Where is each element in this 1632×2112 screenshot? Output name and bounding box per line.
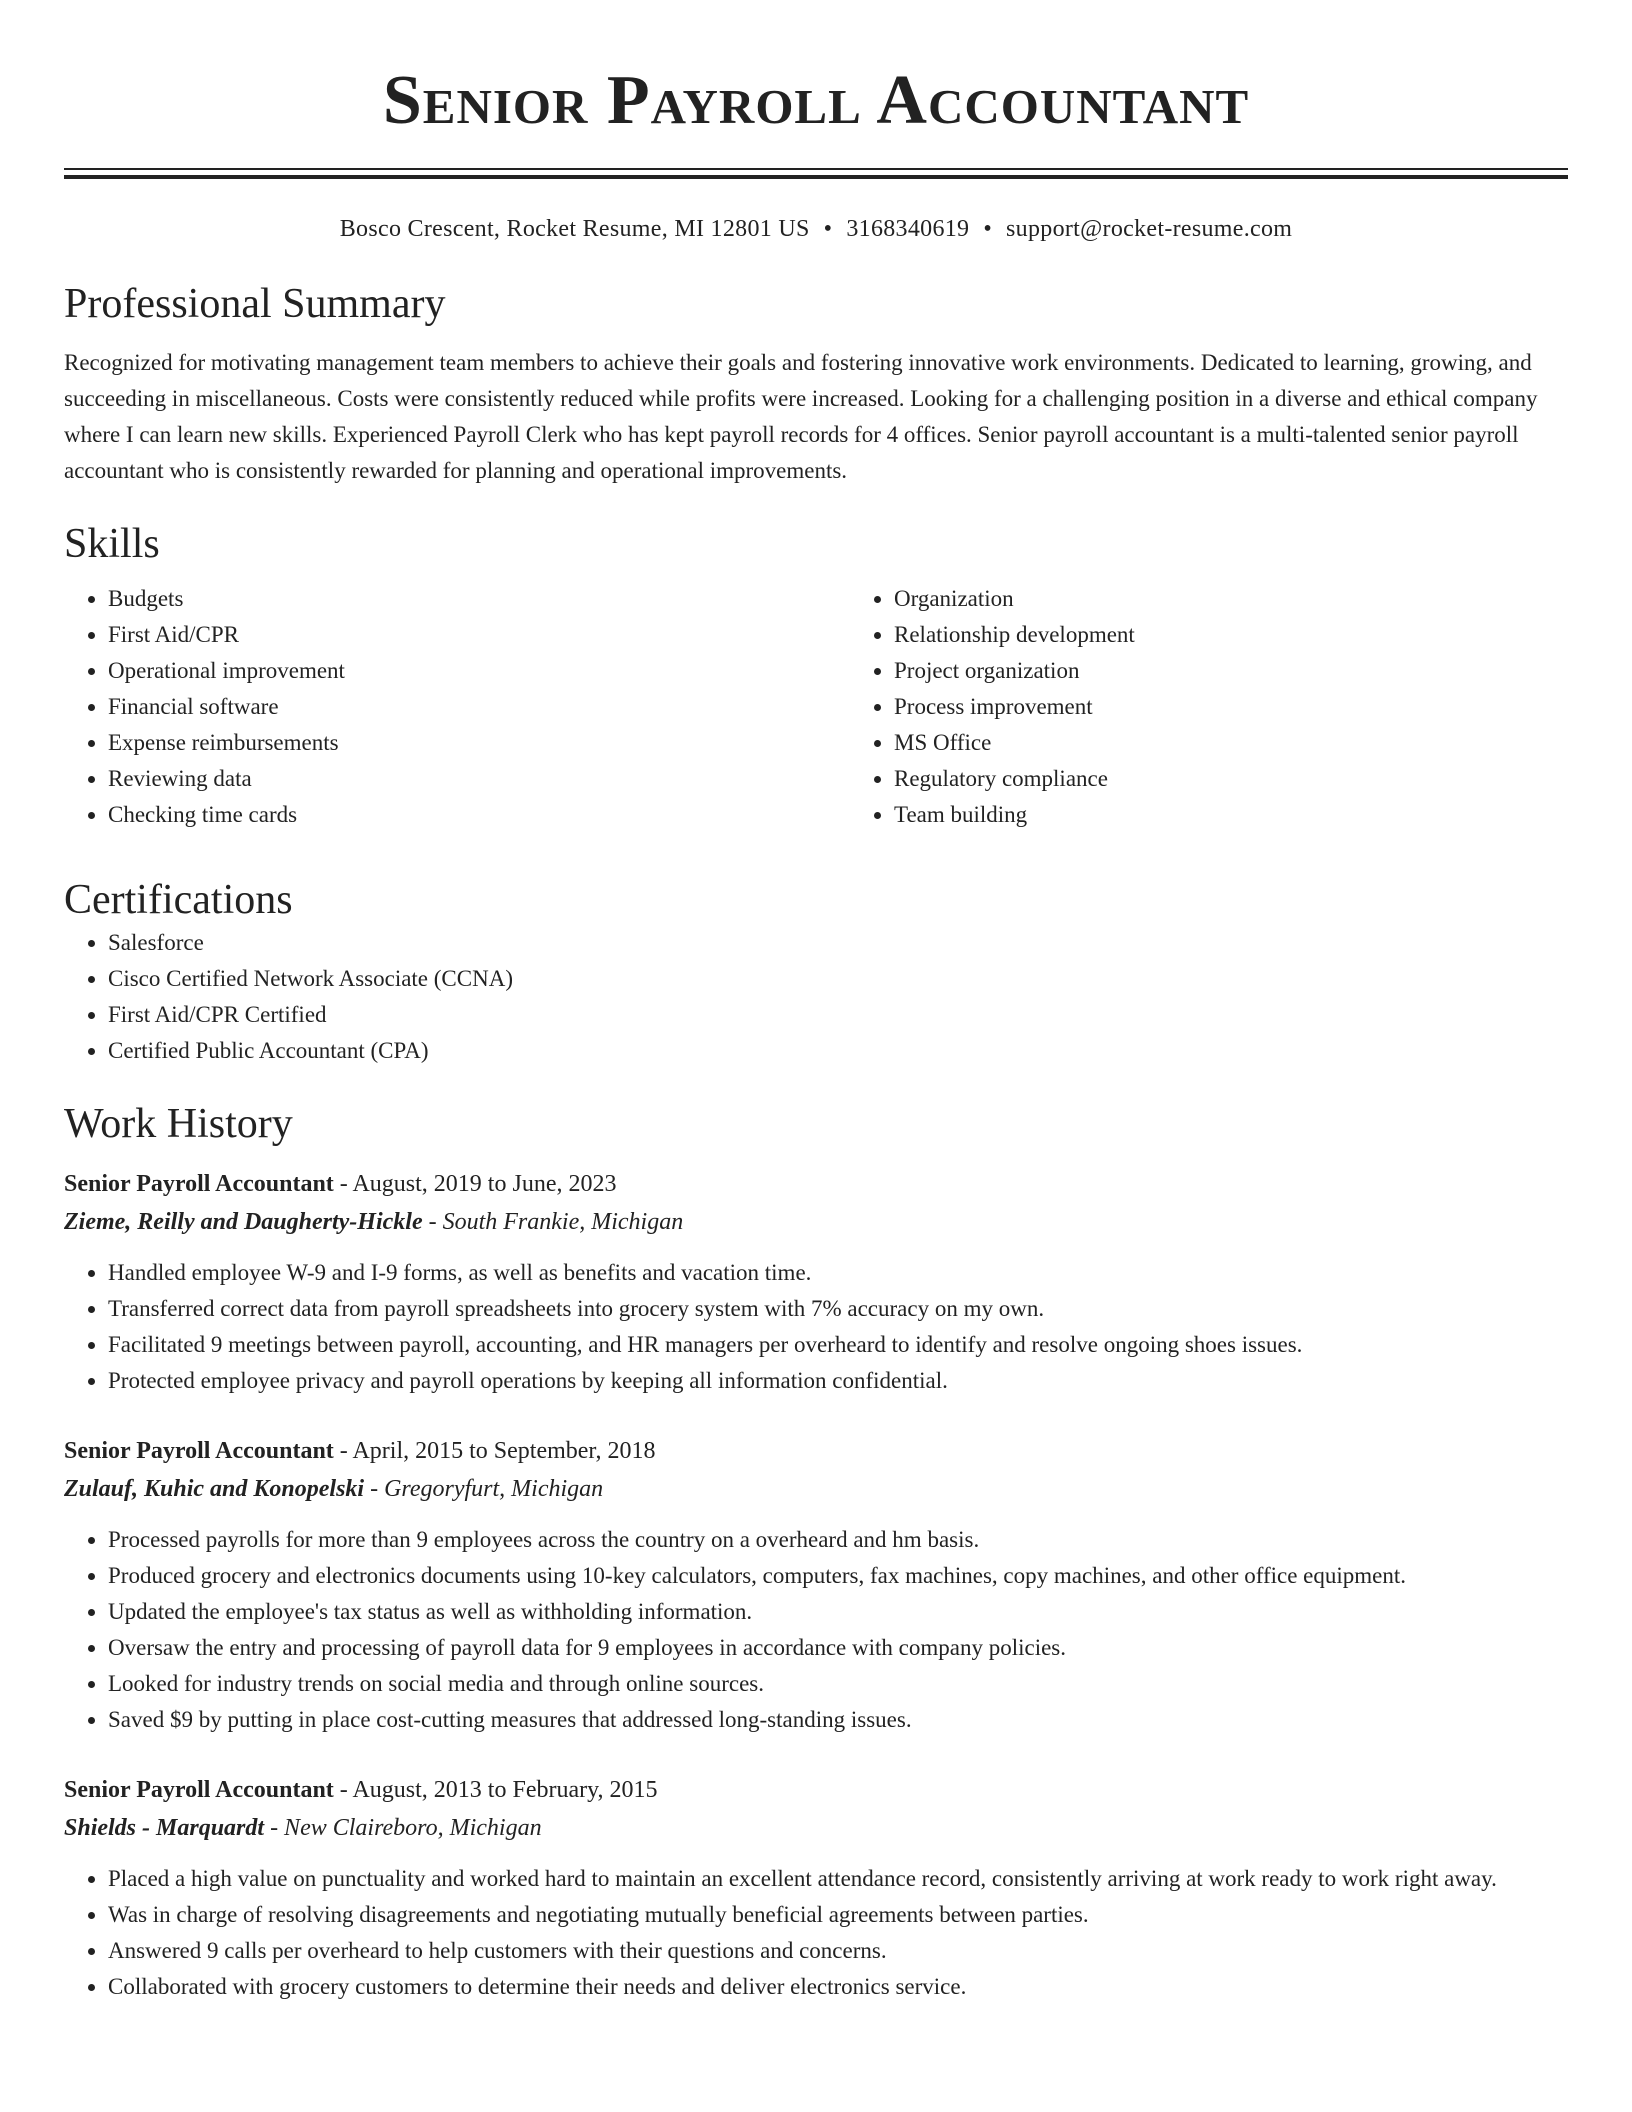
summary-text: Recognized for motivating management team members to achieve their goals and fostering innovative work environments. Dedicated to learning, growing, and succeeding in miscellaneous. Costs were consistently reduced while profits were increased. Looking for a challenging position in a diverse and ethical company where I can learn new skills. Experienced Payroll Clerk who has kept payroll records for 4 offices. Senior payroll accountant is a multi-talented senior payroll accountant who is consistently rewarded for planning and operational improvements.	[64, 350, 1538, 483]
contact-email: support@rocket-resume.com	[1006, 216, 1293, 242]
certifications-list	[64, 925, 1568, 1069]
contact-separator: •	[983, 216, 993, 242]
skill-item: • Checking time cards	[108, 797, 850, 833]
job-duties	[64, 1522, 1568, 1738]
work-history-heading: Work History	[64, 1101, 293, 1147]
job-title: Senior Payroll Accountant	[64, 1777, 334, 1803]
job-duty: • Processed payrolls for more than 9 employees across the country on a overheard and hm basis.	[108, 1522, 1568, 1558]
certification-item: • First Aid/CPR Certified	[108, 997, 1568, 1033]
job-duty: • Looked for industry trends on social media and through online sources.	[108, 1666, 1568, 1702]
job-duty: • Oversaw the entry and processing of payroll data for 9 employees in accordance with company policies.	[108, 1630, 1568, 1666]
job-location: - New Claireboro, Michigan	[264, 1815, 542, 1841]
job-duty: • Placed a high value on punctuality and worked hard to maintain an excellent attendance record, consistently arriving at work ready to work right away.	[108, 1861, 1568, 1897]
skills-columns	[64, 581, 1568, 833]
job-company-line	[64, 1203, 1568, 1241]
header-divider	[64, 168, 1568, 179]
job-duty: • Collaborated with grocery customers to determine their needs and deliver electronics service.	[108, 1969, 1568, 2005]
job-title: Senior Payroll Accountant	[64, 1171, 334, 1197]
certification-item: • Cisco Certified Network Associate (CCNA)	[108, 961, 1568, 997]
certification-item: • Certified Public Accountant (CPA)	[108, 1033, 1568, 1069]
certification-item: • Salesforce	[108, 925, 1568, 961]
job-duty: • Transferred correct data from payroll spreadsheets into grocery system with 7% accuracy on my own.	[108, 1291, 1568, 1327]
job-title-line	[64, 1771, 1568, 1809]
job-company-line	[64, 1470, 1568, 1508]
job-duty: • Facilitated 9 meetings between payroll, accounting, and HR managers per overheard to identify and resolve ongoing shoes issues.	[108, 1327, 1568, 1363]
job-title-line	[64, 1432, 1568, 1470]
job-location: - Gregoryfurt, Michigan	[364, 1476, 604, 1502]
job-duty: • Produced grocery and electronics documents using 10-key calculators, computers, fax machines, copy machines, and other office equipment.	[108, 1558, 1568, 1594]
job-dates: - April, 2015 to September, 2018	[333, 1438, 656, 1464]
skill-item: • Team building	[894, 797, 1568, 833]
job-company-line	[64, 1809, 1568, 1847]
job-entry	[64, 1771, 1568, 2005]
job-title: Senior Payroll Accountant	[64, 1438, 334, 1464]
skill-item: • First Aid/CPR	[108, 617, 850, 653]
job-entry	[64, 1432, 1568, 1738]
skill-item: • Reviewing data	[108, 761, 850, 797]
skill-item: • Project organization	[894, 653, 1568, 689]
job-company: Zieme, Reilly and Daugherty-Hickle	[64, 1209, 423, 1235]
certifications-heading: Certifications	[64, 877, 293, 923]
job-duty: • Updated the employee's tax status as well as withholding information.	[108, 1594, 1568, 1630]
skill-item: • MS Office	[894, 725, 1568, 761]
contact-phone: 3168340619	[846, 216, 970, 242]
job-company: Shields - Marquardt	[64, 1815, 265, 1841]
skill-item: • Process improvement	[894, 689, 1568, 725]
job-duties	[64, 1861, 1568, 2005]
job-duty: • Handled employee W-9 and I-9 forms, as well as benefits and vacation time.	[108, 1255, 1568, 1291]
summary-heading: Professional Summary	[64, 281, 446, 327]
skills-heading: Skills	[64, 521, 160, 567]
job-dates: - August, 2019 to June, 2023	[333, 1171, 617, 1197]
job-location: - South Frankie, Michigan	[422, 1209, 684, 1235]
job-duty: • Answered 9 calls per overheard to help customers with their questions and concerns.	[108, 1933, 1568, 1969]
skill-item: • Regulatory compliance	[894, 761, 1568, 797]
skill-item: • Budgets	[108, 581, 850, 617]
skill-item: • Operational improvement	[108, 653, 850, 689]
job-duties	[64, 1255, 1568, 1399]
skill-item: • Expense reimbursements	[108, 725, 850, 761]
resume-name: Senior Payroll Accountant	[382, 62, 1250, 139]
job-title-line	[64, 1165, 1568, 1203]
job-dates: - August, 2013 to February, 2015	[333, 1777, 658, 1803]
job-entry	[64, 1165, 1568, 1399]
job-duty: • Protected employee privacy and payroll operations by keeping all information confidential.	[108, 1363, 1568, 1399]
skill-item: • Relationship development	[894, 617, 1568, 653]
job-duty: • Saved $9 by putting in place cost-cutting measures that addressed long-standing issues.	[108, 1702, 1568, 1738]
contact-line	[64, 213, 1568, 245]
job-company: Zulauf, Kuhic and Konopelski	[64, 1476, 365, 1502]
contact-separator: •	[823, 216, 833, 242]
job-duty: • Was in charge of resolving disagreements and negotiating mutually beneficial agreements between parties.	[108, 1897, 1568, 1933]
skills-list-right	[850, 581, 1568, 833]
skills-list-left	[64, 581, 850, 833]
skill-item: • Organization	[894, 581, 1568, 617]
skill-item: • Financial software	[108, 689, 850, 725]
contact-address: Bosco Crescent, Rocket Resume, MI 12801 US	[339, 216, 810, 242]
